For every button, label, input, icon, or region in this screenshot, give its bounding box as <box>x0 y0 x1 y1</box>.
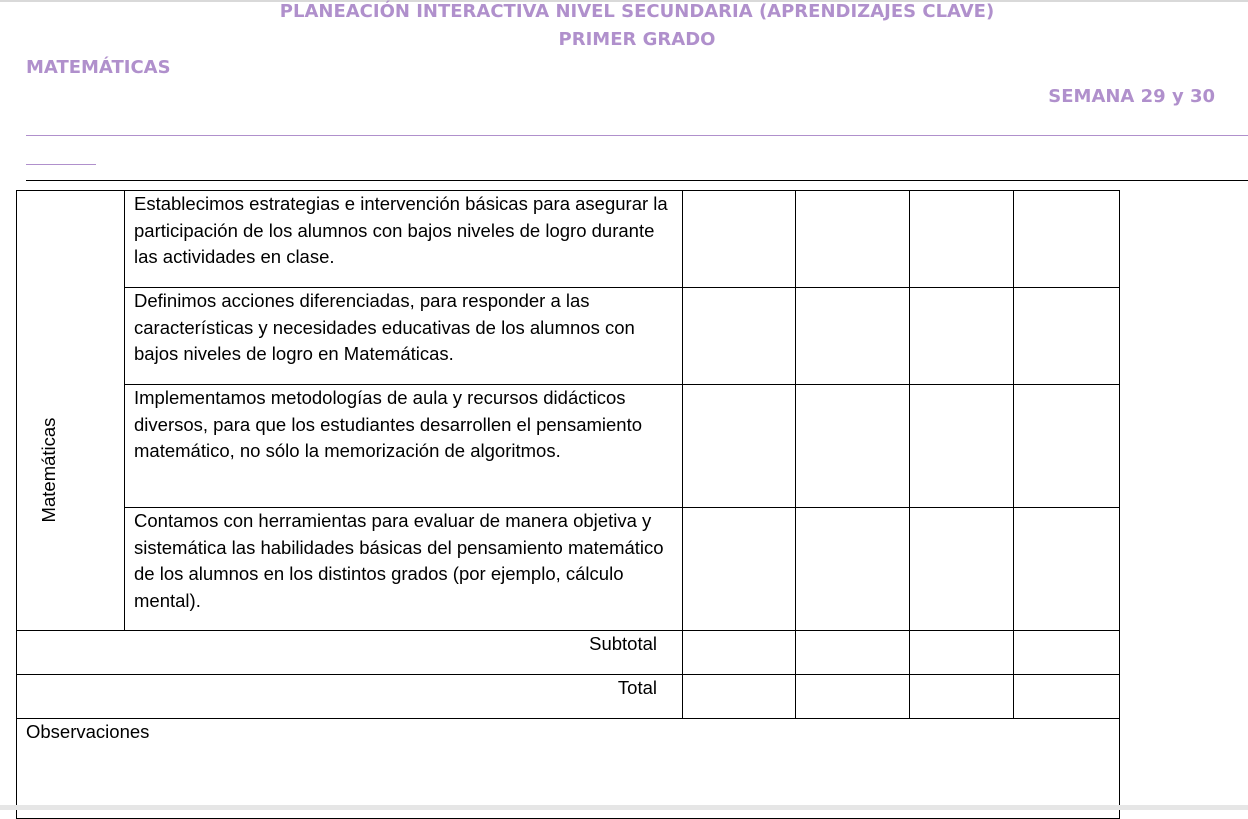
score-cell[interactable] <box>683 288 796 385</box>
score-cell[interactable] <box>1014 191 1120 288</box>
subtotal-row <box>17 631 1120 675</box>
observations-label: Observaciones <box>26 721 150 742</box>
score-cell[interactable] <box>1014 385 1120 508</box>
criterion-row <box>17 508 1120 631</box>
total-cell[interactable] <box>796 675 910 719</box>
page-bottom-edge <box>0 805 1248 810</box>
subtotal-cell[interactable] <box>910 631 1014 675</box>
criterion-text: Implementamos metodologías de aula y recursos didácticos diversos, para que los estudiantes desarrollen el pensamiento matemático, no sólo la memorización de algoritmos. <box>125 385 683 508</box>
total-cell[interactable] <box>910 675 1014 719</box>
score-cell[interactable] <box>796 508 910 631</box>
area-cell <box>17 191 125 631</box>
observations-cell[interactable] <box>17 719 1120 819</box>
header-underline <box>26 135 1248 136</box>
subtotal-label: Subtotal <box>17 631 683 675</box>
criterion-text: Contamos con herramientas para evaluar de manera objetiva y sistemática las habilidades básicas del pensamiento matemático de los alumnos en los distintos grados (por ejemplo, cálculo mental). <box>125 508 683 631</box>
week-label: SEMANA 29 y 30 <box>1048 86 1215 107</box>
total-cell[interactable] <box>1014 675 1120 719</box>
score-cell[interactable] <box>796 385 910 508</box>
score-cell[interactable] <box>1014 508 1120 631</box>
grade-title: PRIMER GRADO <box>558 29 716 50</box>
subject-heading: MATEMÁTICAS <box>26 57 171 78</box>
evaluation-table <box>16 190 1120 819</box>
criterion-text: Definimos acciones diferenciadas, para responder a las características y necesidades educativas de los alumnos con bajos niveles de logro en Matemáticas. <box>125 288 683 385</box>
score-cell[interactable] <box>910 288 1014 385</box>
score-cell[interactable] <box>796 191 910 288</box>
total-row <box>17 675 1120 719</box>
score-cell[interactable] <box>683 191 796 288</box>
area-label: Matemáticas <box>37 417 59 523</box>
score-cell[interactable] <box>910 508 1014 631</box>
subtotal-cell[interactable] <box>796 631 910 675</box>
subtotal-cell[interactable] <box>683 631 796 675</box>
criterion-row <box>17 288 1120 385</box>
header-underline-short <box>26 164 96 165</box>
section-divider <box>26 180 1248 181</box>
document-title: PLANEACIÓN INTERACTIVA NIVEL SECUNDARIA (APRENDIZAJES CLAVE) <box>279 1 995 22</box>
score-cell[interactable] <box>683 385 796 508</box>
score-cell[interactable] <box>1014 288 1120 385</box>
observations-row <box>17 719 1120 819</box>
total-cell[interactable] <box>683 675 796 719</box>
score-cell[interactable] <box>910 385 1014 508</box>
criterion-row <box>17 385 1120 508</box>
score-cell[interactable] <box>683 508 796 631</box>
score-cell[interactable] <box>796 288 910 385</box>
score-cell[interactable] <box>910 191 1014 288</box>
total-label: Total <box>17 675 683 719</box>
criterion-text: Establecimos estrategias e intervención básicas para asegurar la participación de los alumnos con bajos niveles de logro durante las actividades en clase. <box>125 191 683 288</box>
subtotal-cell[interactable] <box>1014 631 1120 675</box>
criterion-row <box>17 191 1120 288</box>
